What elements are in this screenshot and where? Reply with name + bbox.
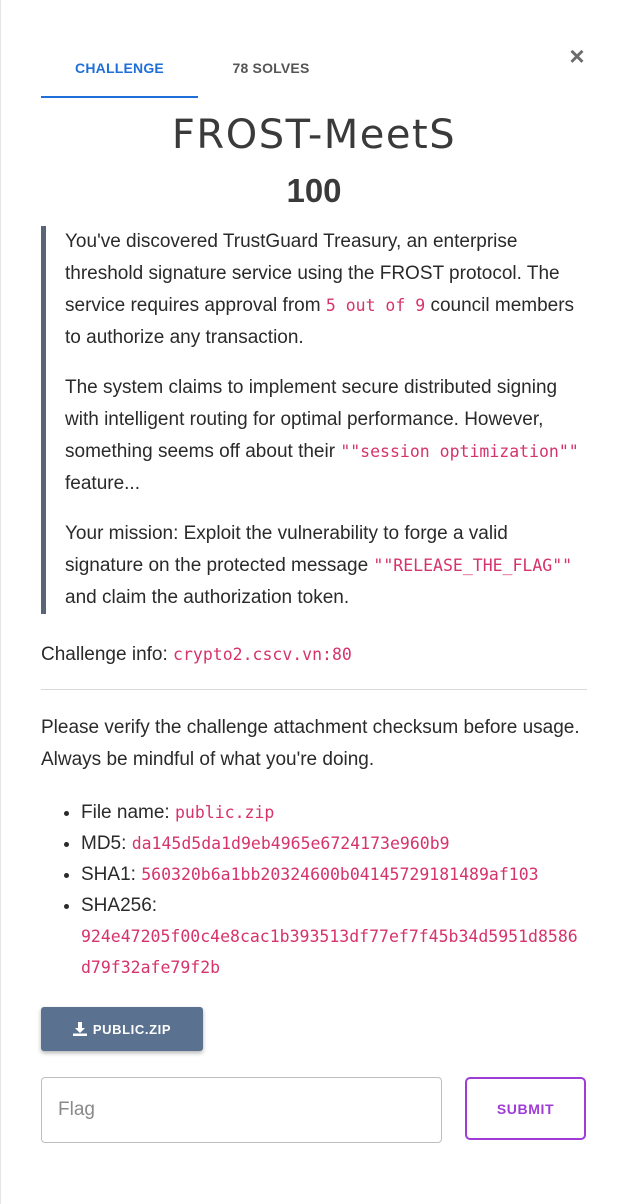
verify-notice: Please verify the challenge attachment checksum before usage. Always be mindful of what you're doing. <box>41 717 580 770</box>
description-paragraph: The system claims to implement secure distributed signing with intelligent routing for optimal performance. However, something seems off about their ""session optimization"" feature... <box>65 377 579 494</box>
inline-code: 5 out of 9 <box>325 296 426 315</box>
sha1-value: 560320b6a1bb20324600b04145729181489af103 <box>141 865 539 884</box>
sha256-value: 924e47205f00c4e8cac1b393513df77ef7f45b34d5951d8586d79f32afe79f2b <box>81 927 578 977</box>
challenge-info: Challenge info: crypto2.cscv.vn:80 <box>41 644 352 665</box>
challenge-host: crypto2.cscv.vn:80 <box>173 645 352 664</box>
list-item: • MD5: da145d5da1d9eb4965e6724173e960b9 <box>81 828 587 859</box>
file-name: public.zip <box>174 803 275 822</box>
tab-solves[interactable]: 78 SOLVES <box>232 60 310 76</box>
list-item: • SHA256: 924e47205f00c4e8cac1b393513df77ef7f45b34d5951d8586d79f32afe79f2b <box>81 890 587 983</box>
inline-code: ""session optimization"" <box>340 442 579 461</box>
submit-button[interactable]: SUBMIT <box>465 1077 586 1140</box>
list-item: • SHA1: 560320b6a1bb20324600b04145729181489af103 <box>81 859 587 890</box>
download-icon <box>73 1022 87 1036</box>
download-button[interactable] <box>41 1007 203 1051</box>
challenge-title: FROST-MeetS <box>171 112 457 158</box>
challenge-points: 100 <box>286 172 342 209</box>
inline-code: ""RELEASE_THE_FLAG"" <box>373 556 573 575</box>
list-item: • File name: public.zip <box>81 797 587 828</box>
close-icon[interactable]: × <box>569 41 585 71</box>
challenge-description <box>41 226 587 614</box>
tab-challenge[interactable]: CHALLENGE <box>41 50 198 98</box>
divider <box>41 689 587 690</box>
description-paragraph: Your mission: Exploit the vulnerability to forge a valid signature on the protected message ""RELEASE_THE_FLAG"" and claim the authorization token. <box>65 523 573 608</box>
md5-value: da145d5da1d9eb4965e6724173e960b9 <box>131 834 450 853</box>
description-paragraph: You've discovered TrustGuard Treasury, an enterprise threshold signature service using the FROST protocol. The service requires approval from 5 out of 9 council members to authorize any transaction. <box>65 231 575 348</box>
tab-bar <box>41 50 344 98</box>
download-label: PUBLIC.ZIP <box>92 1021 172 1037</box>
flag-input[interactable] <box>41 1077 442 1143</box>
file-checksum-list <box>41 797 587 983</box>
